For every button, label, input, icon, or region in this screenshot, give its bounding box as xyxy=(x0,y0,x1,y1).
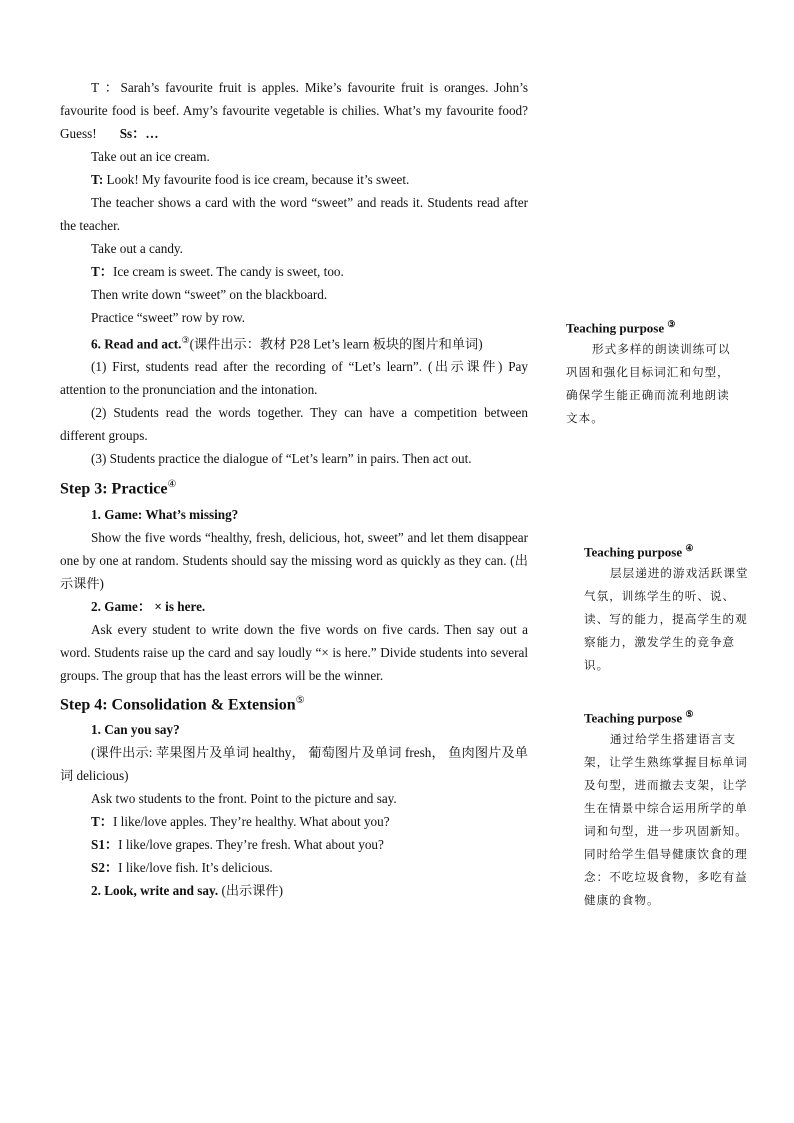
footnote-mark: ⑤ xyxy=(295,694,305,706)
teacher-intro-text: T ：Sarah’s favourite fruit is apples. Mike’s favourite fruit is oranges. John’s favourite food is beef. Amy’s favourite vegetable is chilies. What’s my favourite food? Guess! xyxy=(60,80,528,141)
step-3-heading xyxy=(60,472,528,502)
teaching-purpose-label: Teaching purpose xyxy=(584,710,683,726)
speaker-label: T： xyxy=(91,814,113,830)
teacher-line: Look! My favourite food is ice cream, because it’s sweet. xyxy=(103,172,410,187)
dialogue-s2 xyxy=(60,856,528,879)
game-1-text: Show the five words “healthy, fresh, delicious, hot, sweet” and let them disappear one by one at random. Students should say the missing word as quickly as they can. (出示课件) xyxy=(60,529,528,591)
dialogue-teacher xyxy=(60,810,528,833)
step-4-heading xyxy=(60,688,528,718)
section-title: 6. Read and act. xyxy=(91,336,182,352)
teaching-purpose-3 xyxy=(566,314,738,430)
footnote-mark: ④ xyxy=(167,479,177,491)
speaker-label: T： xyxy=(91,264,113,279)
teaching-purpose-text: 通过给学生搭建语言支架，让学生熟练掌握目标单词及句型，进而撤去支架，让学生在情景中综合运用所学的单词和句型，进一步巩固新知。同时给学生倡导健康饮食的理念：不吃垃圾食物，多吃有益健康的食物。 xyxy=(584,732,748,908)
teaching-purpose-title xyxy=(566,314,738,338)
teaching-purpose-label: Teaching purpose xyxy=(566,320,665,336)
game-2-text: Ask every student to write down the five words on five cards. Then say out a word. Students raise up the card and say loudly “× is here.” Divide students into several groups. The group that has the least errors will be the winner. xyxy=(60,621,528,683)
game-2-title: 2. Game： × is here. xyxy=(91,598,206,614)
consolidation-1-title: 1. Can you say? xyxy=(91,722,180,738)
footnote-mark: ③ xyxy=(667,319,676,329)
paragraph-teacher-look xyxy=(60,168,528,191)
teaching-purpose-label: Teaching purpose xyxy=(584,544,683,560)
paragraph-write-sweet: Then write down “sweet” on the blackboard. xyxy=(91,287,328,302)
teaching-purpose-text: 层层递进的游戏活跃课堂气氛，训练学生的听、说、读、写的能力，提高学生的观察能力，激发学生的竞争意识。 xyxy=(584,566,749,673)
paragraph-teacher-intro xyxy=(60,76,528,145)
read-and-act-step-2: (2) Students read the words together. They can have a competition between different groups. xyxy=(60,405,528,444)
read-and-act-step-3: (3) Students practice the dialogue of “Let’s learn” in pairs. Then act out. xyxy=(91,451,472,467)
paragraph-candy: Take out a candy. xyxy=(91,241,183,256)
students-response: Ss：… xyxy=(119,126,159,141)
teacher-line: Ice cream is sweet. The candy is sweet, too. xyxy=(112,264,344,279)
footnote-mark: ⑤ xyxy=(685,709,694,719)
paragraph-ice-cream: Take out an ice cream. xyxy=(91,149,210,164)
speaker-label: S2： xyxy=(91,860,119,876)
paragraph-teacher-sweet xyxy=(60,260,528,283)
paragraph-practice-sweet: Practice “sweet” row by row. xyxy=(91,310,246,325)
paragraph-card: The teacher shows a card with the word “sweet” and reads it. Students read after the teacher. xyxy=(60,195,528,233)
dialogue-s1 xyxy=(60,833,528,856)
dialogue-line: I like/love fish. It’s delicious. xyxy=(118,860,273,876)
section-note: (出示课件) xyxy=(218,883,283,899)
footnote-mark: ④ xyxy=(685,543,694,553)
teaching-purpose-text: 形式多样的朗读训练可以巩固和强化目标词汇和句型，确保学生能正确而流利地朗读文本。 xyxy=(566,342,731,426)
teaching-purpose-title xyxy=(584,704,756,728)
speaker-label: S1： xyxy=(91,837,119,853)
teaching-purpose-4 xyxy=(584,538,756,677)
section-title: 2. Look, write and say. xyxy=(91,883,219,899)
lesson-plan-main xyxy=(60,76,528,902)
read-and-act-step-1: (1) First, students read after the recording of “Let’s learn”. (出示课件) Pay attention to the pronunciation and the intonation. xyxy=(60,359,528,398)
consolidation-1-text: (课件出示: 苹果图片及单词 healthy， 葡萄图片及单词 fresh， 鱼肉图片及单词 delicious) xyxy=(60,745,528,784)
step-title: Step 4: Consolidation & Extension xyxy=(60,696,296,714)
consolidation-front: Ask two students to the front. Point to the picture and say. xyxy=(91,791,397,807)
teaching-purpose-5 xyxy=(584,704,756,912)
speaker-label: T: xyxy=(91,172,104,187)
game-1-title: 1. Game: What’s missing? xyxy=(91,506,239,522)
section-note: (课件出示：教材 P28 Let’s learn 板块的图片和单词) xyxy=(189,336,483,352)
step-title: Step 3: Practice xyxy=(60,480,168,498)
footnote-mark: ③ xyxy=(181,335,190,345)
teaching-purpose-title xyxy=(584,538,756,562)
section-read-and-act xyxy=(60,329,528,355)
consolidation-2-title xyxy=(60,879,528,902)
dialogue-line: I like/love apples. They’re healthy. What about you? xyxy=(112,814,390,830)
dialogue-line: I like/love grapes. They’re fresh. What about you? xyxy=(118,837,384,853)
